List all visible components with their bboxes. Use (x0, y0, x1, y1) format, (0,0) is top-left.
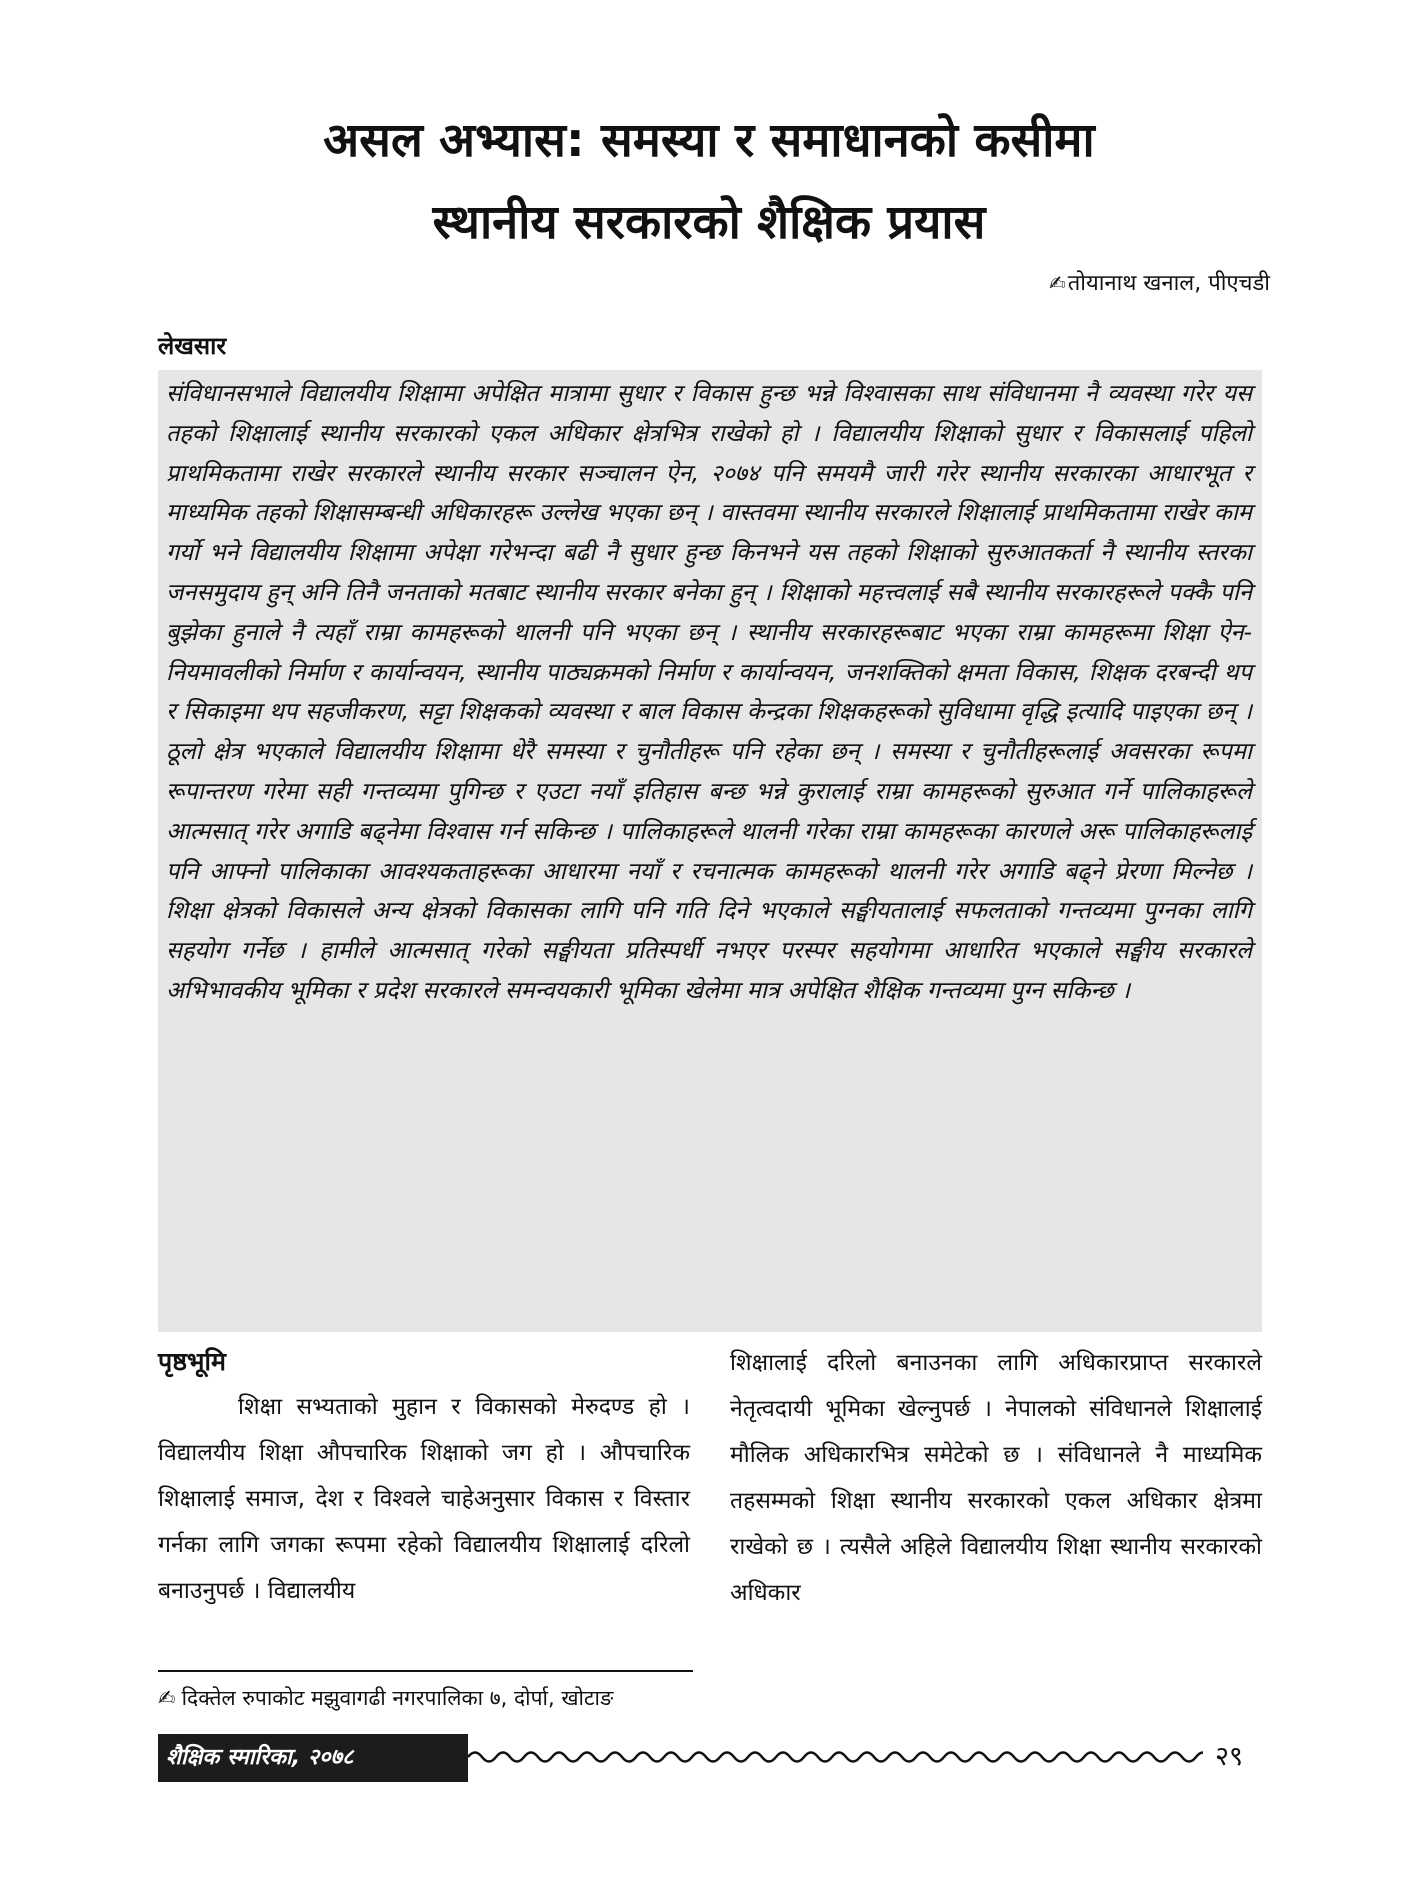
article-title (0, 100, 1418, 264)
footnote-text: दिक्तेल रुपाकोट मझुवागढी नगरपालिका ७, दोर्पा, खोटाङ (181, 1686, 614, 1710)
background-paragraph-left: शिक्षा सभ्यताको मुहान र विकासको मेरुदण्ड हो । विद्यालयीय शिक्षा औपचारिक शिक्षाको जग हो । औपचारिक शिक्षालाई समाज, देश र विश्वले चाहेअनुसार विकास र विस्तार गर्नका लागि जगका रूपमा रहेको विद्यालयीय शिक्षालाई दरिलो बनाउनुपर्छ । विद्यालयीय (158, 1394, 690, 1604)
right-column (730, 1340, 1262, 1616)
author-byline (1049, 267, 1270, 297)
page-number: २९ (1215, 1741, 1244, 1772)
wave-divider (468, 1742, 1203, 1772)
title-line-1: असल अभ्यास: समस्या र समाधानको कसीमा (323, 113, 1095, 168)
author-name: तोयानाथ खनाल, पीएचडी (1067, 271, 1270, 296)
abstract-box: संविधानसभाले विद्यालयीय शिक्षामा अपेक्षित मात्रामा सुधार र विकास हुन्छ भन्ने विश्वासका साथ संविधानमा नै व्यवस्था गरेर यस तहको शिक्षालाई स्थानीय सरकारको एकल अधिकार क्षेत्रभित्र राखेको हो । विद्यालयीय शिक्षाको सुधार र विकासलाई पहिलो प्राथमिकतामा राखेर सरकारले स्थानीय सरकार सञ्चालन ऐन, २०७४ पनि समयमै जारी गरेर स्थानीय सरकारका आधारभूत र माध्यमिक तहको शिक्षासम्बन्धी अधिकारहरू उल्लेख भएका छन् । वास्तवमा स्थानीय सरकारले शिक्षालाई प्राथमिकतामा राखेर काम गर्यो भने विद्यालयीय शिक्षामा अपेक्षा गरेभन्दा बढी नै सुधार हुन्छ किनभने यस तहको शिक्षाको सुरुआतकर्ता नै स्थानीय स्तरका जनसमुदाय हुन् अनि तिनै जनताको मतबाट स्थानीय सरकार बनेका हुन् । शिक्षाको महत्त्वलाई सबै स्थानीय सरकारहरूले पक्कै पनि बुझेका हुनाले नै त्यहाँ राम्रा कामहरूको थालनी पनि भएका छन् । स्थानीय सरकारहरूबाट भएका राम्रा कामहरूमा शिक्षा ऐन-नियमावलीको निर्माण र कार्यान्वयन, स्थानीय पाठ्यक्रमको निर्माण र कार्यान्वयन, जनशक्तिको क्षमता विकास, शिक्षक दरबन्दी थप र सिकाइमा थप सहजीकरण, सट्टा शिक्षकको व्यवस्था र बाल विकास केन्द्रका शिक्षकहरूको सुविधामा वृद्धि इत्यादि पाइएका छन् । ठूलो क्षेत्र भएकाले विद्यालयीय शिक्षामा धेरै समस्या र चुनौतीहरू पनि रहेका छन् । समस्या र चुनौतीहरूलाई अवसरका रूपमा रूपान्तरण गरेमा सही गन्तव्यमा पुगिन्छ र एउटा नयाँ इतिहास बन्छ भन्ने कुरालाई राम्रा कामहरूको सुरुआत गर्ने पालिकाहरूले आत्मसात् गरेर अगाडि बढ्नेमा विश्वास गर्न सकिन्छ । पालिकाहरूले थालनी गरेका राम्रा कामहरूका कारणले अरू पालिकाहरूलाई पनि आफ्नो पालिकाका आवश्यकताहरूका आधारमा नयाँ र रचनात्मक कामहरूको थालनी गरेर अगाडि बढ्ने प्रेरणा मिल्नेछ । शिक्षा क्षेत्रको विकासले अन्य क्षेत्रको विकासका लागि पनि गति दिने भएकाले सङ्घीयतालाई सफलताको गन्तव्यमा पुग्नका लागि सहयोग गर्नेछ । हामीले आत्मसात् गरेको सङ्घीयता प्रतिस्पर्धी नभएर परस्पर सहयोगमा आधारित भएकाले सङ्घीय सरकारले अभिभावकीय भूमिका र प्रदेश सरकारले समन्वयकारी भूमिका खेलेमा मात्र अपेक्षित शैक्षिक गन्तव्यमा पुग्न सकिन्छ । (158, 370, 1262, 1332)
footnote (158, 1684, 613, 1712)
pen-icon: ✍ (158, 1686, 176, 1710)
publication-tag: शैक्षिक स्मारिका, २०७८ (158, 1734, 468, 1782)
title-line-2: स्थानीय सरकारको शैक्षिक प्रयास (432, 195, 986, 250)
background-heading: पृष्ठभूमि (158, 1347, 226, 1376)
footnote-divider (158, 1670, 693, 1672)
abstract-heading: लेखसार (158, 332, 227, 360)
left-column (158, 1340, 690, 1614)
background-paragraph-right: शिक्षालाई दरिलो बनाउनका लागि अधिकारप्राप्त सरकारले नेतृत्वदायी भूमिका खेल्नुपर्छ । नेपालको संविधानले शिक्षालाई मौलिक अधिकारभित्र समेटेको छ । संविधानले नै माध्यमिक तहसम्मको शिक्षा स्थानीय सरकारको एकल अधिकार क्षेत्रमा राखेको छ । त्यसैले अहिले विद्यालयीय शिक्षा स्थानीय सरकारको अधिकार (730, 1350, 1262, 1606)
pen-icon: ✍ (1048, 271, 1066, 295)
